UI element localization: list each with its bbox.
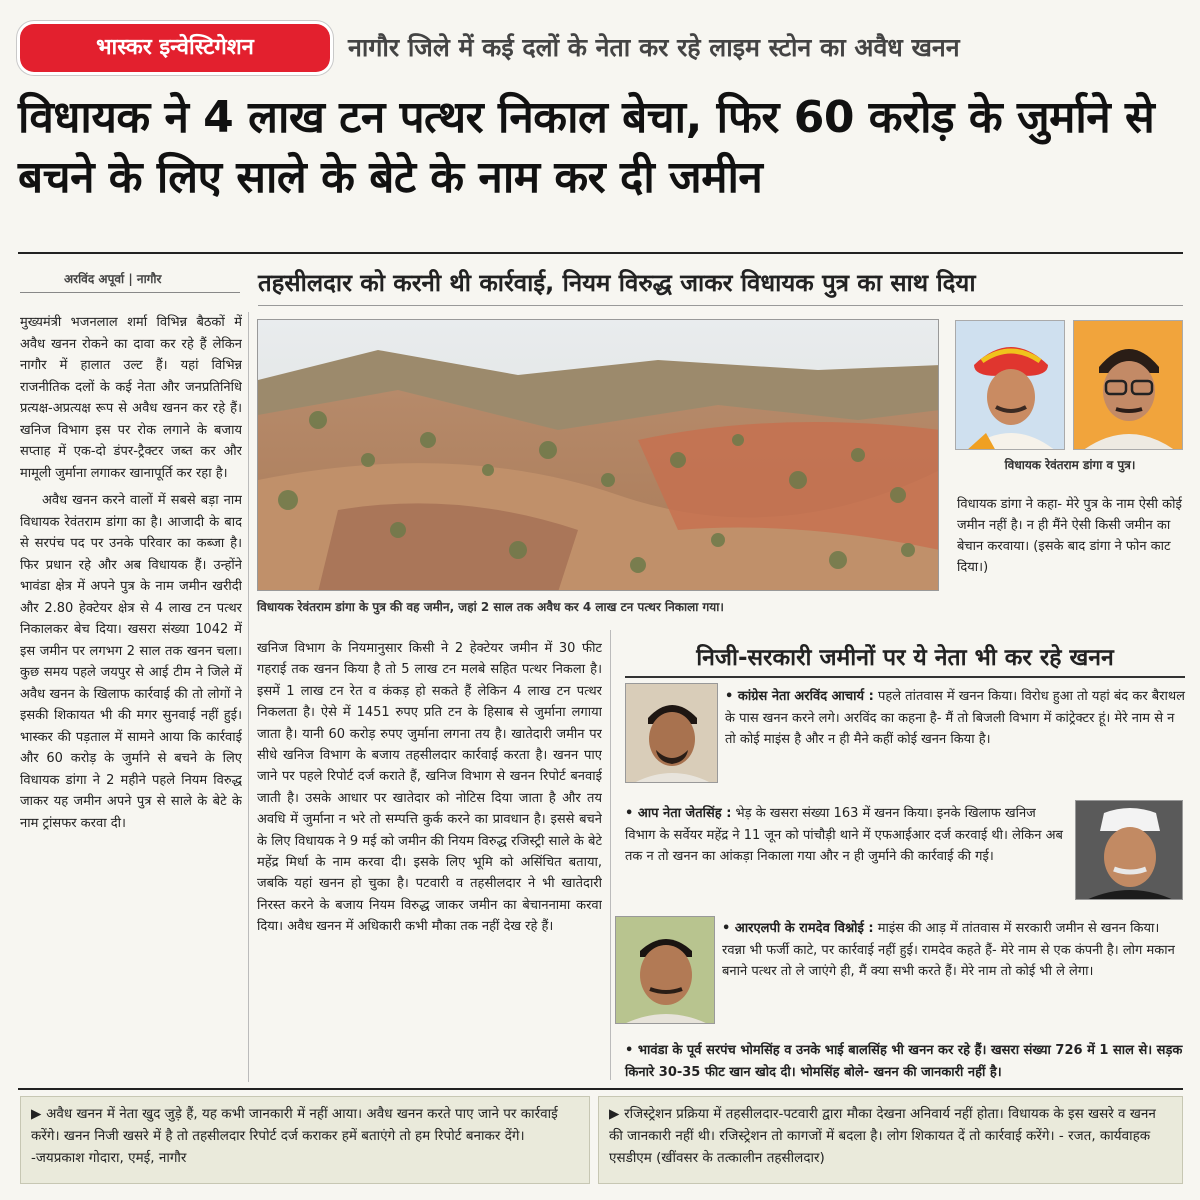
section-title: निजी-सरकारी जमीनों पर ये नेता भी कर रहे खनन bbox=[696, 645, 1114, 671]
section-tag: भास्कर इन्वेस्टिगेशन bbox=[20, 24, 330, 72]
person-icon bbox=[626, 684, 718, 783]
divider bbox=[20, 292, 240, 293]
subheadline: तहसीलदार को करनी थी कार्रवाई, नियम विरुद्ध जाकर विधायक पुत्र का साथ दिया bbox=[258, 269, 976, 297]
byline: अरविंद अपूर्वा | नागौर bbox=[64, 272, 162, 286]
portrait-mla bbox=[955, 320, 1065, 450]
profile-text: माइंस की आड़ में तांतवास में सरकारी जमीन से खनन किया। रवन्ना भी फर्जी काटे, पर कार्रवाई नहीं हुई। रामदेव कहते हैं- मेरे नाम से एक कंपनी है। लोग मकान बनाने पत्थर तो ले जाएंगे ही, मैं क्या सभी करते हैं। मेरे नाम तो कोई भी ले लेगा। bbox=[722, 921, 1175, 979]
bullet-marker: ▶ bbox=[609, 1106, 625, 1122]
quote-box-me bbox=[20, 1096, 590, 1184]
divider bbox=[18, 1088, 1183, 1090]
profile-ramdev-vishnoi bbox=[722, 918, 1185, 983]
face-jetsingh bbox=[1075, 800, 1183, 900]
paragraph: मुख्यमंत्री भजनलाल शर्मा विभिन्न बैठकों में अवैध खनन रोकने का दावा कर रहे हैं लेकिन नागौर में हालात उल्ट हैं। यहां विभिन्न राजनीतिक दलों के कई नेता और जनप्रतिनिधि प्रत्यक्ष-अप्रत्यक्ष रूप से अवैध खनन कर रहे हैं। खनिज विभाग इस पर रोक लगाने के बजाय सप्ताह में एक-दो डंपर-ट्रैक्टर जब्त कर और मामूली जुर्माना लगाकर खानापूर्ति कर रहा है। bbox=[20, 315, 242, 481]
profile-name: • आप नेता जेतसिंह : bbox=[625, 806, 732, 821]
divider bbox=[258, 305, 1183, 306]
divider bbox=[18, 252, 1183, 254]
middle-column: खनिज विभाग के नियमानुसार किसी ने 2 हेक्टेयर जमीन में 30 फीट गहराई तक खनन किया है तो 5 लाख टन मलबे सहित पत्थर निकला है। इसमें 1 लाख टन रेत व कंकड़ हो सकते हैं लेकिन 4 लाख टन पत्थर निकलता है। ऐसे में 1451 रुपए प्रति टन के हिसाब से जुर्माना लगाया जाता है। यानी 60 करोड़ रुपए जुर्माना लगना तय है। खातेदारी जमीन पर सीधे खनिज विभाग के बजाय तहसीलदार कार्रवाई करता है। खनन पाए जाने पर पहले रिपोर्ट दर्ज कराते हैं, खनिज विभाग से खनन रिपोर्ट बनवाई जाती है। उसके आधार पर खातेदार को नोटिस दिया जाता है और तय अवधि में जुर्माना न भरे तो सम्पत्ति कुर्क करने का प्रावधान है। इससे बचने के लिए विधायक ने 9 मई को जमीन की नियम विरुद्ध रजिस्ट्री साले के बेटे महेंद्र मिर्धा के नाम करवा दी। इसके लिए भूमि को असिंचित बताया, जबकि यहां खनन हो चुका है। पटवारी व तहसीलदार ने भी खातेदारी निरस्त करने के बजाय नियम विरुद्ध जाकर जमीन का बेचाननामा करवा दिया। अवैध खनन में अधिकारी कभी मौका तक नहीं देख रहे हैं। bbox=[257, 641, 602, 935]
quote-text: अवैध खनन में नेता खुद जुड़े हैं, यह कभी जानकारी में नहीं आया। अवैध खनन करते पाए जाने पर कार्रवाई करेंगे। खनन निजी खसरे में है तो तहसीलदार रिपोर्ट दर्ज कराकर हमें बताएंगे तो हम रिपोर्ट बनाकर देंगे। -जयप्रकाश गोदारा, एमई, नागौर bbox=[31, 1106, 558, 1166]
divider bbox=[625, 676, 1185, 678]
portrait-son bbox=[1073, 320, 1183, 450]
mla-quote: विधायक डांगा ने कहा- मेरे पुत्र के नाम ऐसी कोई जमीन नहीं है। न ही मैंने ऐसी किसी जमीन का बेचान करवाया। (इसके बाद डांगा ने फोन काट दिया।) bbox=[957, 497, 1182, 575]
landscape-image bbox=[258, 320, 939, 591]
quote-box-sdm bbox=[598, 1096, 1183, 1184]
profile-text: पहले तांतवास में खनन किया। विरोध हुआ तो यहां बंद कर बैराथल के पास खनन करने लगे। अरविंद का कहना है- मैं तो बिजली विभाग में कांट्रेक्टर हूं। मेरे नाम से न तो कोई माइंस है और न ही मैने कहीं कोई खनन किया है। bbox=[725, 689, 1185, 747]
bullet-marker: ▶ bbox=[31, 1106, 47, 1122]
left-column bbox=[20, 312, 242, 1082]
profile-name: • कांग्रेस नेता अरविंद आचार्य : bbox=[725, 689, 874, 704]
person-icon bbox=[956, 321, 1065, 450]
column-divider bbox=[248, 312, 249, 1082]
portrait-caption: विधायक रेवंतराम डांगा व पुत्र। bbox=[1004, 458, 1136, 472]
profile-name: • आरएलपी के रामदेव विश्नोई : bbox=[722, 921, 874, 936]
person-icon bbox=[616, 917, 715, 1024]
face-arvind-acharya bbox=[625, 683, 718, 783]
paragraph: अवैध खनन करने वालों में सबसे बड़ा नाम विधायक रेवंतराम डांगा का है। आजादी के बाद से सरपंच पद पर उनके परिवार का कब्जा है। फिर प्रधान रहे और अब विधायक हैं। उन्होंने भावंडा क्षेत्र में अपने पुत्र के नाम जमीन खरीदी और 2.80 हेक्टेयर क्षेत्र से 4 लाख टन पत्थर निकालकर बेच दिया। खसरा संख्या 1042 में इस जमीन पर लगभग 2 साल तक खनन चला। कुछ समय पहले जयपुर से आई टीम ने जिले में अवैध खनन के खिलाफ कार्रवाई की तो लोगों ने इसकी शिकायत भी की मगर सुनवाई नहीं हुई। भास्कर की पड़ताल में सामने आया कि कार्रवाई और 60 करोड़ के जुर्माने से बचने के लिए विधायक डांगा ने 2 महीने पहले नियम विरुद्ध जाकर यह जमीन अपने पुत्र से साले के बेटे के नाम ट्रांसफर करवा दी। bbox=[20, 493, 242, 831]
photo-caption: विधायक रेवंतराम डांगा के पुत्र की वह जमीन, जहां 2 साल तक अवैध कर 4 लाख टन पत्थर निकाला गया। bbox=[257, 600, 724, 614]
quote-text: रजिस्ट्रेशन प्रक्रिया में तहसीलदार-पटवारी द्वारा मौका देखना अनिवार्य नहीं होता। विधायक के इस खसरे व खनन की जानकारी नहीं थी। रजिस्ट्रेशन तो कागजों में बदला है। लोग शिकायत दें तो कार्रवाई करेंगे। - रजत, कार्यवाहक एसडीएम (खींवसर के तत्कालीन तहसीलदार) bbox=[609, 1106, 1156, 1166]
profile-jetsingh bbox=[625, 803, 1065, 868]
headline: विधायक ने 4 लाख टन पत्थर निकाल बेचा, फिर 60 करोड़ के जुर्माने से बचने के लिए साले के बेटे के नाम कर दी जमीन bbox=[18, 92, 1155, 203]
person-icon bbox=[1074, 321, 1183, 450]
person-icon bbox=[1076, 801, 1183, 900]
profile-text: भेड़ के खसरा संख्या 163 में खनन किया। इनके खिलाफ खनिज विभाग के सर्वेयर महेंद्र ने 11 जून को पांचौड़ी थाने में एफआईआर दर्ज करवाई थी। लेकिन अब तक न तो खनन का आंकड़ा निकाला गया और न ही जुर्माने की कार्रवाई की गई। bbox=[625, 806, 1063, 864]
column-divider bbox=[610, 630, 611, 1080]
face-ramdev-vishnoi bbox=[615, 916, 715, 1024]
mining-site-photo bbox=[257, 319, 939, 591]
kicker: नागौर जिले में कई दलों के नेता कर रहे लाइम स्टोन का अवैध खनन bbox=[348, 33, 960, 62]
profile-arvind-acharya bbox=[725, 686, 1185, 751]
footnote-bhomsingh: • भावंडा के पूर्व सरपंच भोमसिंह व उनके भाई बालसिंह भी खनन कर रहे हैं। खसरा संख्या 726 में 1 साल से। सड़क किनारे 30-35 फीट खान खोद दी। भोमसिंह बोले- खनन की जानकारी नहीं है। bbox=[625, 1043, 1183, 1080]
